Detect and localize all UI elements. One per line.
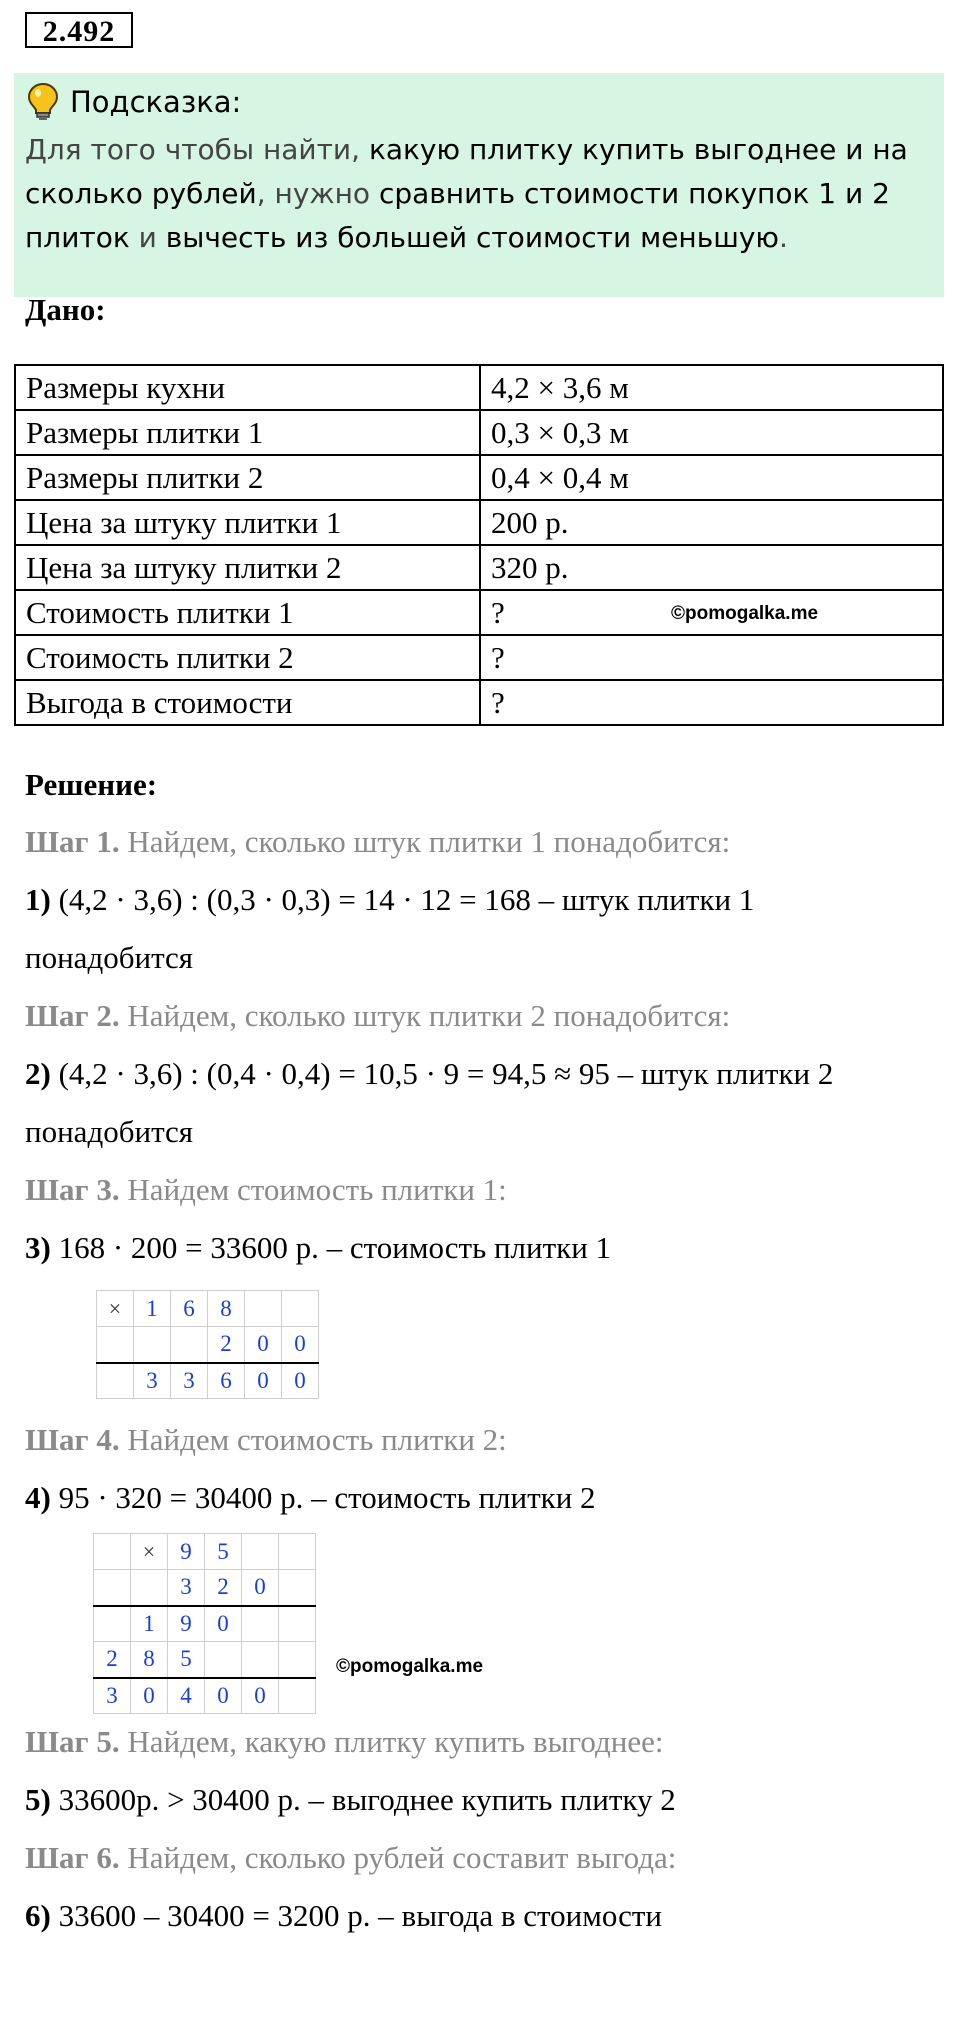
grid-row — [94, 1642, 316, 1678]
given-name-cell: Размеры кухни — [15, 365, 480, 410]
given-label: Дано: — [25, 292, 106, 327]
grid-cell: 2 — [94, 1642, 131, 1678]
grid-cell: 3 — [134, 1363, 171, 1399]
given-value-cell: 320 р. — [480, 545, 943, 590]
given-table — [14, 364, 944, 726]
hint-text-part: Для того чтобы найти, — [25, 133, 369, 166]
grid-cell: 1 — [134, 1291, 171, 1327]
grid-cell: 8 — [208, 1291, 245, 1327]
given-value-cell: ? — [480, 635, 943, 680]
grid-cell: 0 — [282, 1363, 319, 1399]
grid-cell: 4 — [168, 1678, 205, 1714]
watermark: ©pomogalka.me — [671, 603, 819, 624]
grid-cell — [94, 1534, 131, 1570]
problem-number: 2.492 — [25, 12, 133, 48]
grid-cell — [131, 1570, 168, 1606]
given-value-cell: 200 р. — [480, 500, 943, 545]
grid-cell — [242, 1642, 279, 1678]
given-name-cell: Размеры плитки 1 — [15, 410, 480, 455]
hint-text-part: какую плитку купить выгоднее и на сколько рублей — [25, 133, 908, 210]
equation-2: 2) (4,2 · 3,6) : (0,4 · 0,4) = 10,5 · 9 = 94,5 ≈ 95 – штук плитки 2 — [25, 1056, 834, 1091]
grid-cell: 0 — [205, 1678, 242, 1714]
equation-1-continued: понадобится — [25, 940, 194, 975]
grid-cell: 0 — [282, 1327, 319, 1363]
grid-cell — [242, 1534, 279, 1570]
grid-cell — [279, 1642, 316, 1678]
hint-text-part: сравнить стоимости покупок 1 и 2 плиток — [25, 177, 890, 254]
given-name-cell: Цена за штуку плитки 1 — [15, 500, 480, 545]
solution-label: Решение: — [25, 767, 158, 802]
grid-cell — [94, 1570, 131, 1606]
grid-cell: 5 — [205, 1534, 242, 1570]
grid-cell: 8 — [131, 1642, 168, 1678]
equation-6: 6) 33600 – 30400 = 3200 р. – выгода в стоимости — [25, 1898, 663, 1933]
given-row — [15, 455, 943, 500]
given-value-cell: 4,2 × 3,6 м — [480, 365, 943, 410]
grid-cell — [97, 1363, 134, 1399]
given-value: ? — [491, 595, 505, 630]
grid-cell: 6 — [171, 1291, 208, 1327]
given-value-cell — [480, 590, 943, 635]
grid-cell: 9 — [168, 1534, 205, 1570]
grid-row — [97, 1327, 319, 1363]
grid-cell: 2 — [208, 1327, 245, 1363]
hint-text-part: . — [779, 221, 788, 254]
equation-4: 4) 95 · 320 = 30400 р. – стоимость плитки 2 — [25, 1480, 596, 1515]
given-name-cell: Стоимость плитки 2 — [15, 635, 480, 680]
grid-cell — [279, 1606, 316, 1642]
equation-2-continued: понадобится — [25, 1114, 194, 1149]
grid-cell: 3 — [168, 1570, 205, 1606]
hint-text-part: вычесть из большей стоимости меньшую — [165, 221, 779, 254]
grid-cell: 0 — [131, 1678, 168, 1714]
grid-cell — [242, 1606, 279, 1642]
grid-cell — [282, 1291, 319, 1327]
grid-cell: 6 — [208, 1363, 245, 1399]
given-row — [15, 365, 943, 410]
given-row — [15, 590, 943, 635]
lightbulb-icon — [26, 82, 60, 122]
watermark: ©pomogalka.me — [336, 1656, 484, 1677]
given-row — [15, 500, 943, 545]
equation-1: 1) (4,2 · 3,6) : (0,3 · 0,3) = 14 · 12 = 168 – штук плитки 1 — [25, 882, 755, 917]
hint-text-part: , нужно — [256, 177, 379, 210]
grid-cell: 0 — [245, 1327, 282, 1363]
hint-text — [25, 128, 935, 260]
grid-cell — [94, 1606, 131, 1642]
equation-3: 3) 168 · 200 = 33600 р. – стоимость плитки 1 — [25, 1230, 612, 1265]
step-3: Шаг 3. Найдем стоимость плитки 1: — [25, 1172, 507, 1207]
grid-cell: 1 — [131, 1606, 168, 1642]
grid-cell — [279, 1534, 316, 1570]
grid-cell: 3 — [94, 1678, 131, 1714]
grid-row — [94, 1534, 316, 1570]
grid-row — [94, 1678, 316, 1714]
step-5: Шаг 5. Найдем, какую плитку купить выгоднее: — [25, 1724, 664, 1759]
grid-cell — [205, 1642, 242, 1678]
grid-row — [97, 1363, 319, 1399]
given-row — [15, 635, 943, 680]
given-value-cell: ? — [480, 680, 943, 725]
grid-row — [97, 1291, 319, 1327]
given-name-cell: Цена за штуку плитки 2 — [15, 545, 480, 590]
given-name-cell: Размеры плитки 2 — [15, 455, 480, 500]
grid-cell: 9 — [168, 1606, 205, 1642]
multiplication-grid-1 — [96, 1290, 319, 1399]
grid-cell: 0 — [242, 1678, 279, 1714]
grid-cell — [171, 1327, 208, 1363]
hint-title: Подсказка: — [70, 85, 242, 119]
grid-cell: 0 — [205, 1606, 242, 1642]
grid-cell: 0 — [242, 1570, 279, 1606]
grid-cell: × — [97, 1291, 134, 1327]
grid-cell: 5 — [168, 1642, 205, 1678]
step-6: Шаг 6. Найдем, сколько рублей составит выгода: — [25, 1840, 677, 1875]
grid-cell: 0 — [245, 1363, 282, 1399]
grid-cell: 3 — [171, 1363, 208, 1399]
given-row — [15, 680, 943, 725]
grid-row — [94, 1606, 316, 1642]
given-name-cell: Выгода в стоимости — [15, 680, 480, 725]
equation-5: 5) 33600р. > 30400 р. – выгоднее купить плитку 2 — [25, 1782, 676, 1817]
grid-cell — [245, 1291, 282, 1327]
grid-cell: 2 — [205, 1570, 242, 1606]
grid-cell: × — [131, 1534, 168, 1570]
step-2: Шаг 2. Найдем, сколько штук плитки 2 понадобится: — [25, 998, 731, 1033]
hint-text-part: и — [129, 221, 166, 254]
given-value-cell: 0,3 × 0,3 м — [480, 410, 943, 455]
grid-row — [94, 1570, 316, 1606]
given-name-cell: Стоимость плитки 1 — [15, 590, 480, 635]
grid-cell — [279, 1678, 316, 1714]
step-4: Шаг 4. Найдем стоимость плитки 2: — [25, 1422, 507, 1457]
multiplication-grid-2 — [93, 1533, 316, 1714]
grid-cell — [279, 1570, 316, 1606]
step-1: Шаг 1. Найдем, сколько штук плитки 1 понадобится: — [25, 824, 731, 859]
given-row — [15, 545, 943, 590]
grid-cell — [134, 1327, 171, 1363]
grid-cell — [97, 1327, 134, 1363]
given-row — [15, 410, 943, 455]
given-value-cell: 0,4 × 0,4 м — [480, 455, 943, 500]
